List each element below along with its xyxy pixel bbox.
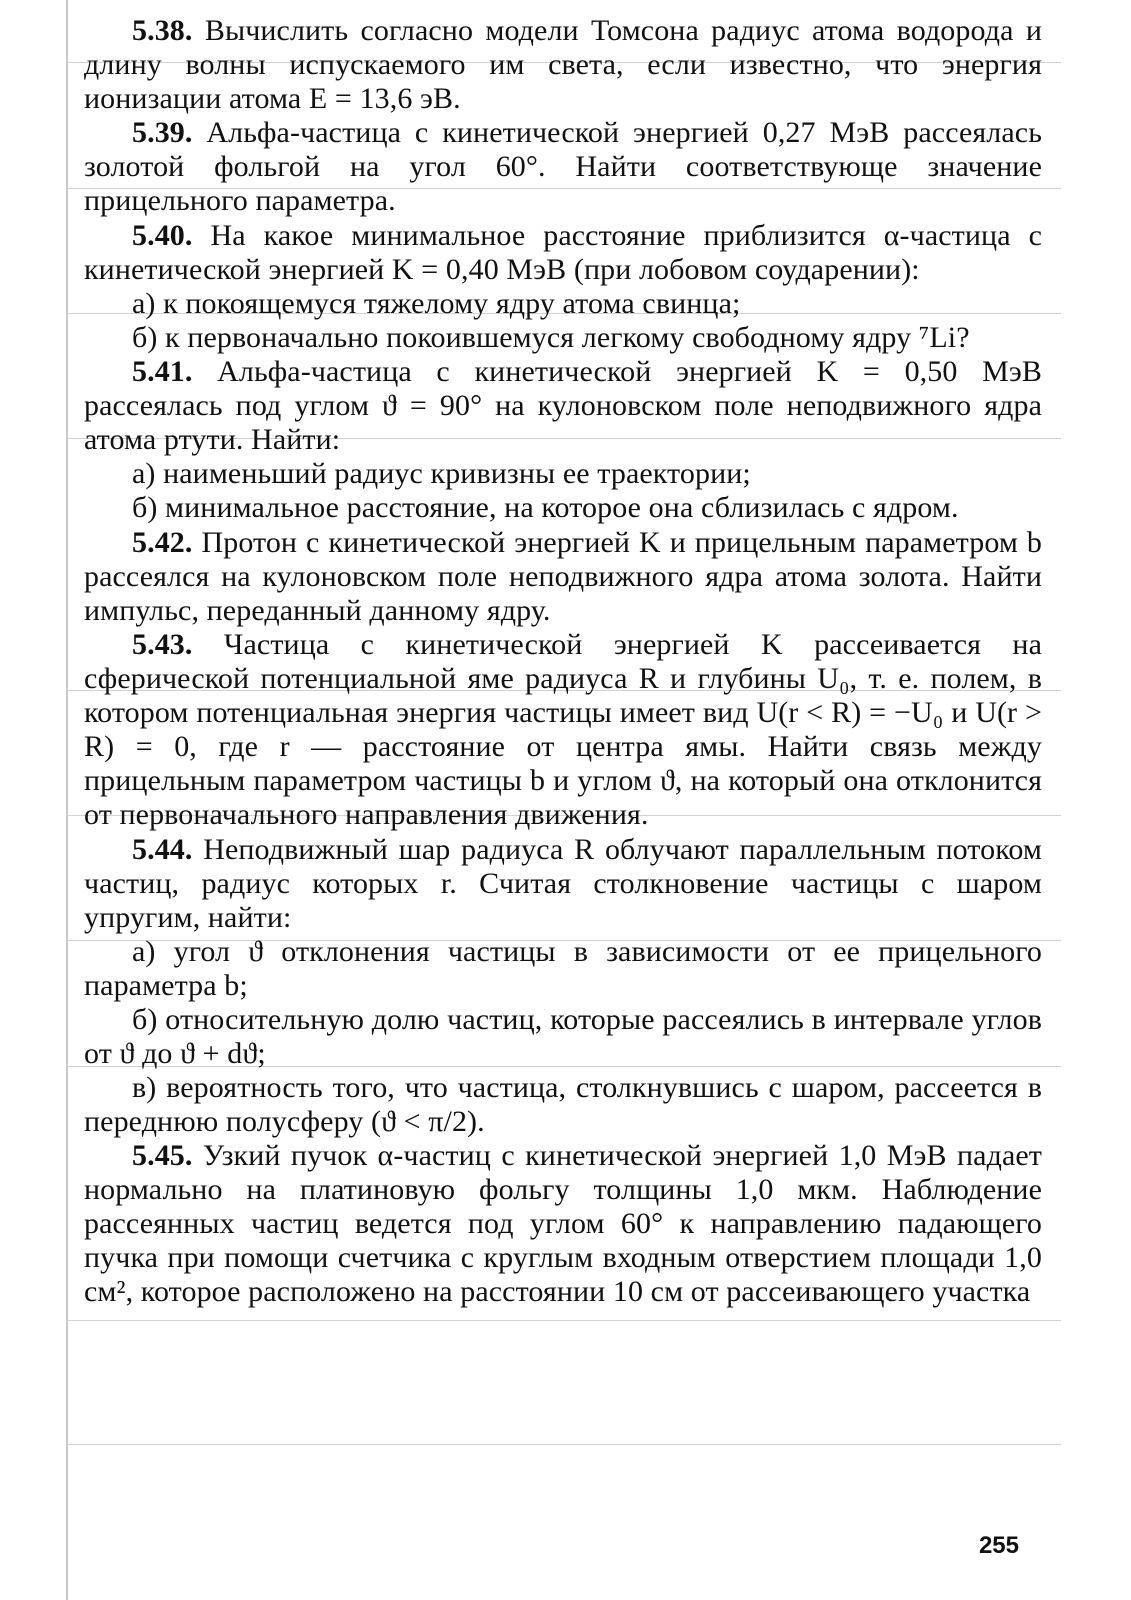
problem-5-42 xyxy=(84,526,1042,628)
problem-5-38 xyxy=(84,14,1042,116)
problem-number: 5.43. xyxy=(132,628,193,661)
problem-number: 5.40. xyxy=(132,219,193,252)
problem-text: Неподвижный шар радиуса R облучают параллельным потоком частиц, радиус которых r. Считая столкновение частицы с шаром упругим, найти: xyxy=(84,833,1042,934)
problem-number: 5.39. xyxy=(132,116,193,149)
problem-5-39 xyxy=(84,116,1042,218)
problem-text: Протон с кинетической энергией K и прицельным параметром b рассеялся на кулоновском поле неподвижного ядра атома золота. Найти импульс, переданный данному ядру. xyxy=(84,526,1042,627)
problem-item: а) наименьший радиус кривизны ее траектории; xyxy=(132,457,751,490)
problem-text: Вычислить согласно модели Томсона радиус атома водорода и длину волны испускаемого им света, если известно, что энергия ионизации атома E = 13,6 эВ. xyxy=(84,14,1042,115)
problem-number: 5.38. xyxy=(132,14,193,47)
problem-number: 5.41. xyxy=(132,355,193,388)
problem-text: Частица с кинетической энергией K рассеивается на сферической потенциальной яме радиуса R и глубины U₀, т. е. полем, в котором потенциальная энергия частицы имеет вид U(r < R) = −U₀ и U(r > R) = 0, где r — расстояние от центра ямы. Найти связь между прицельным параметром частицы b и углом ϑ, на который она отклонится от первоначального направления движения. xyxy=(84,628,1042,831)
scan-line xyxy=(66,1320,1061,1321)
problem-text: Альфа-частица с кинетической энергией 0,27 МэВ рассеялась золотой фольгой на угол 60°. Найти соответствующе значение прицельного параметра. xyxy=(84,116,1042,217)
problems-text xyxy=(84,14,1042,1309)
problem-item: б) минимальное расстояние, на которое она сблизилась с ядром. xyxy=(132,491,959,524)
problem-item: в) вероятность того, что частица, столкнувшись с шаром, рассеется в переднюю полусферу (ϑ < π/2). xyxy=(84,1071,1042,1138)
problem-text: На какое минимальное расстояние приблизится α-частица с кинетической энергией K = 0,40 МэВ (при лобовом соударении): xyxy=(84,219,1042,286)
problem-number: 5.45. xyxy=(132,1139,193,1172)
problem-text: Узкий пучок α-частиц с кинетической энергией 1,0 МэВ падает нормально на платиновую фольгу толщины 1,0 мкм. Наблюдение рассеянных частиц ведется под углом 60° к направлению падающего пучка при помощи счетчика с круглым входным отверстием площади 1,0 см², которое расположено на расстоянии 10 см от рассеивающего участка xyxy=(84,1139,1042,1308)
left-margin-rule xyxy=(66,0,68,1600)
problem-5-41 xyxy=(84,355,1042,457)
problem-item: а) угол ϑ отклонения частицы в зависимости от ее прицельного параметра b; xyxy=(84,935,1042,1002)
scan-line xyxy=(66,1444,1061,1445)
problem-number: 5.42. xyxy=(132,526,193,559)
page-number: 255 xyxy=(978,1532,1019,1559)
problem-5-45 xyxy=(84,1139,1042,1309)
problem-item: а) к покоящемуся тяжелому ядру атома свинца; xyxy=(132,287,741,320)
problem-text: Альфа-частица с кинетической энергией K = 0,50 МэВ рассеялась под углом ϑ = 90° на кулоновском поле неподвижного ядра атома ртути. Найти: xyxy=(84,355,1042,456)
problem-number: 5.44. xyxy=(132,833,193,866)
problem-item: б) к первоначально покоившемуся легкому свободному ядру ⁷Li? xyxy=(132,321,970,354)
problem-5-40 xyxy=(84,219,1042,287)
problem-5-44 xyxy=(84,833,1042,935)
problem-5-43 xyxy=(84,628,1042,832)
problem-item: б) относительную долю частиц, которые рассеялись в интервале углов от ϑ до ϑ + dϑ; xyxy=(84,1003,1042,1070)
